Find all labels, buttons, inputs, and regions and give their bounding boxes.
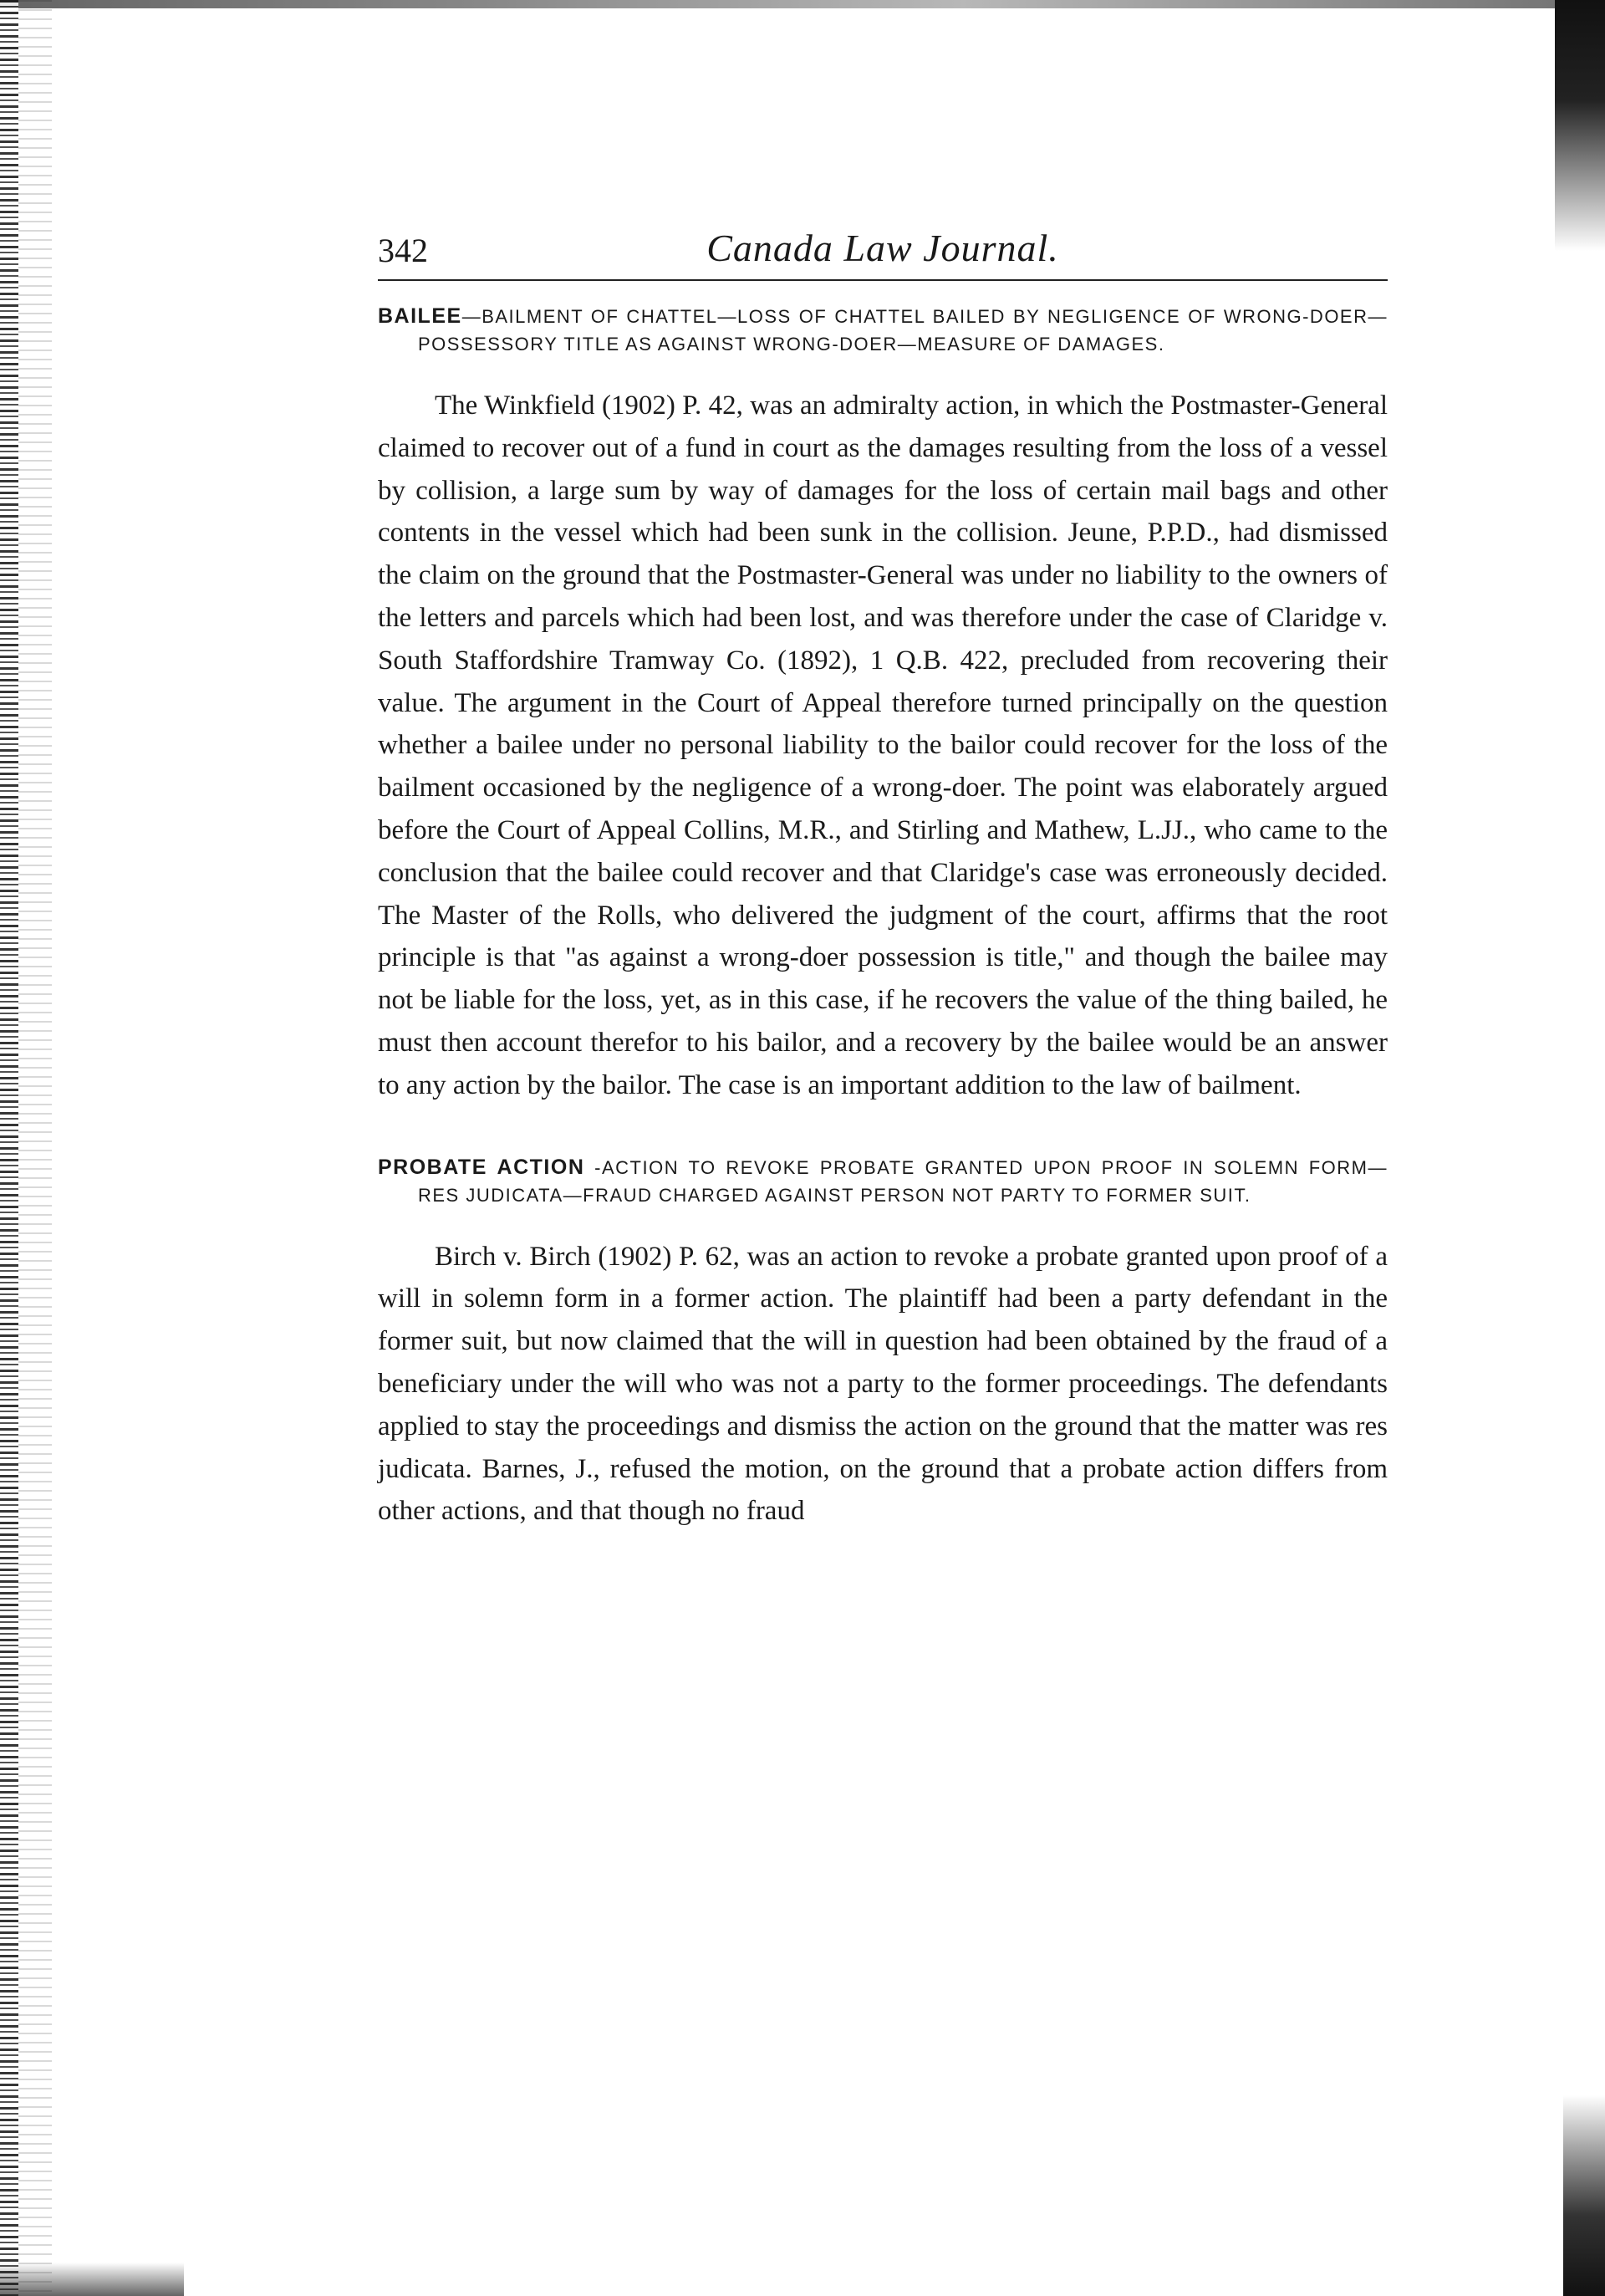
section-heading-text: -ACTION TO REVOKE PROBATE GRANTED UPON PROOF IN SOLEMN FORM—RES JUDICATA—FRAUD CHARGED AGAINST PERSON NOT PARTY TO FORMER SUIT.	[418, 1156, 1388, 1206]
scan-edge-left-shadow	[18, 0, 52, 2296]
journal-title: Canada Law Journal.	[706, 227, 1059, 269]
scan-corner-top-right	[1555, 0, 1605, 251]
page	[378, 226, 1388, 1533]
running-head	[378, 226, 1388, 281]
scan-corner-bottom-left	[0, 2263, 184, 2296]
section-heading-bailee	[378, 303, 1388, 358]
section-heading-text: —BAILMENT OF CHATTEL—LOSS OF CHATTEL BAILED BY NEGLIGENCE OF WRONG-DOER—POSSESSORY TITLE AS AGAINST WRONG-DOER—MEASURE OF DAMAGES.	[418, 306, 1388, 355]
section-heading-lead: BAILEE	[378, 304, 462, 328]
scan-edge-left	[0, 0, 18, 2296]
section-heading-probate	[378, 1154, 1388, 1209]
section-heading-lead: PROBATE ACTION	[378, 1155, 585, 1179]
paragraph-winkfield: The Winkfield (1902) P. 42, was an admiralty action, in which the Postmaster-General claimed to recover out of a fund in court as the damages resulting from the loss of a vessel by collision, a large sum by way of damages for the loss of certain mail bags and other contents in the vessel which had been sunk in the collision. Jeune, P.P.D., had dismissed the claim on the ground that the Postmaster-General was under no liability to the owners of the letters and parcels which had been lost, and was therefore under the case of Claridge v. South Staffordshire Tramway Co. (1892), 1 Q.B. 422, precluded from recovering their value. The argument in the Court of Appeal therefore turned principally on the question whether a bailee under no personal liability to the bailor could recover for the loss of the bailment occasioned by the negligence of a wrong-doer. The point was elaborately argued before the Court of Appeal Collins, M.R., and Stirling and Mathew, L.JJ., who came to the conclusion that the bailee could recover and that Claridge's case was erroneously decided. The Master of the Rolls, who delivered the judgment of the court, affirms that the root principle is that "as against a wrong-doer possession is title," and though the bailee may not be liable for the loss, yet, as in this case, if he recovers the value of the thing bailed, he must then account therefor to his bailor, and a recovery by the bailee would be an answer to any action by the bailor. The case is an important addition to the law of bailment.	[378, 390, 1388, 1100]
scan-corner-bottom-right	[1563, 2095, 1605, 2296]
scan-edge-top	[0, 0, 1605, 8]
paragraph-birch: Birch v. Birch (1902) P. 62, was an action to revoke a probate granted upon proof of a will in solemn form in a former action. The plaintiff had been a party defendant in the former suit, but now claimed that the will in question had been obtained by the fraud of a beneficiary under the will who was not a party to the former proceedings. The defendants applied to stay the proceedings and dismiss the action on the ground that the matter was res judicata. Barnes, J., refused the motion, on the ground that a probate action differs from other actions, and that though no fraud	[378, 1241, 1388, 1527]
page-number: 342	[378, 232, 428, 269]
